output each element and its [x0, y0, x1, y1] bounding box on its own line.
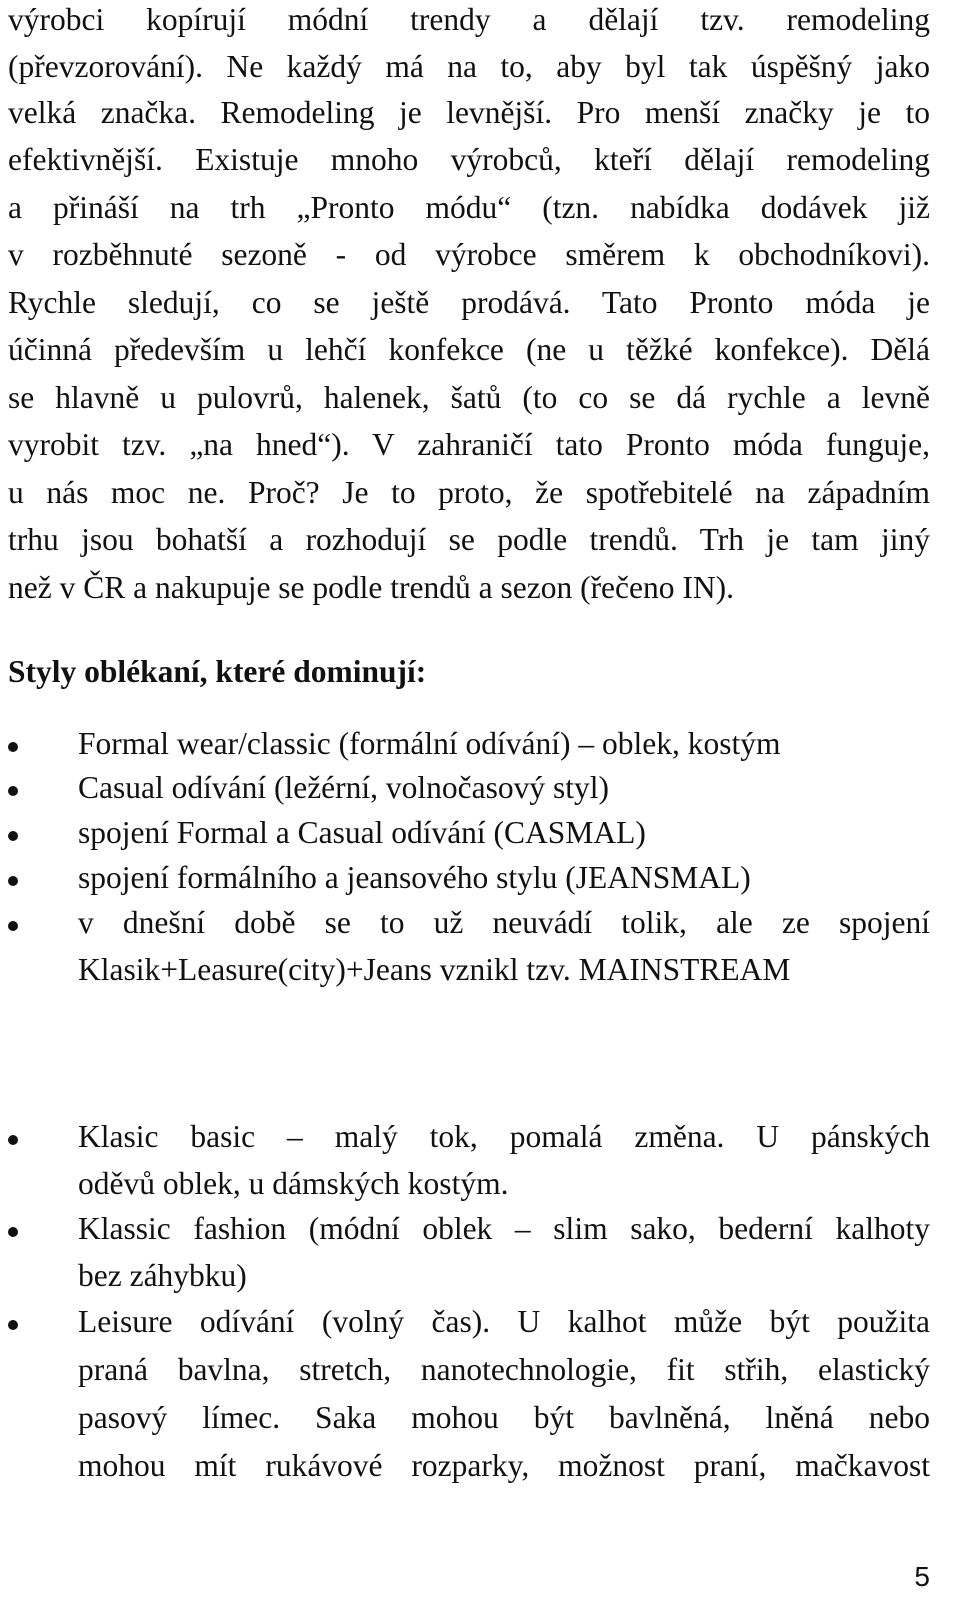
paragraph-line: Rychle sledují, co se ještě prodává. Tato Pronto móda je — [8, 285, 930, 320]
paragraph-line: (převzorování). Ne každý má na to, aby byl tak úspěšný jako — [8, 49, 930, 84]
paragraph-line: v rozběhnuté sezoně - od výrobce směrem k obchodníkovi). — [8, 237, 930, 272]
page-number: 5 — [914, 1561, 930, 1592]
paragraph-line: výrobci kopírují módní trendy a dělají tzv. remodeling — [8, 2, 930, 37]
bullet-icon — [8, 742, 18, 752]
list-item: v dnešní době se to už neuvádí tolik, ale ze spojení — [78, 905, 930, 940]
bullet-icon — [8, 1135, 18, 1145]
paragraph-line: velká značka. Remodeling je levnější. Pro menší značky je to — [8, 95, 930, 130]
paragraph-line: účinná především u lehčí konfekce (ne u těžké konfekce). Dělá — [8, 332, 930, 367]
bullet-icon — [8, 831, 18, 841]
list-item: spojení formálního a jeansového stylu (JEANSMAL) — [78, 860, 751, 895]
list-item-continuation: oděvů oblek, u dámských kostým. — [78, 1166, 509, 1201]
list-item-continuation: bez záhybku) — [78, 1258, 247, 1293]
paragraph-line: a přináší na trh „Pronto módu“ (tzn. nabídka dodávek již — [8, 190, 930, 225]
list-item: Klassic fashion (módní oblek – slim sako, bederní kalhoty — [78, 1211, 930, 1246]
bullet-icon — [8, 1320, 18, 1330]
list-item: Casual odívání (ležérní, volnočasový styl) — [78, 770, 609, 805]
list-item: Leisure odívání (volný čas). U kalhot může být použita — [78, 1304, 930, 1339]
list-item: spojení Formal a Casual odívání (CASMAL) — [78, 815, 646, 850]
list-item-continuation: mohou mít rukávové rozparky, možnost praní, mačkavost — [78, 1448, 930, 1483]
bullet-icon — [8, 1227, 18, 1237]
list-item: Formal wear/classic (formální odívání) – oblek, kostým — [78, 726, 781, 761]
paragraph-line: než v ČR a nakupuje se podle trendů a sezon (řečeno IN). — [8, 570, 734, 605]
list-item-continuation: Klasik+Leasure(city)+Jeans vznikl tzv. MAINSTREAM — [78, 952, 791, 987]
bullet-icon — [8, 876, 18, 886]
list-item-continuation: praná bavlna, stretch, nanotechnologie, fit střih, elastický — [78, 1352, 930, 1387]
section-heading: Styly oblékaní, které dominují: — [8, 654, 427, 689]
list-item: Klasic basic – malý tok, pomalá změna. U pánských — [78, 1119, 930, 1154]
paragraph-line: trhu jsou bohatší a rozhodují se podle trendů. Trh je tam jiný — [8, 522, 930, 557]
paragraph-line: se hlavně u pulovrů, halenek, šatů (to co se dá rychle a levně — [8, 380, 930, 415]
paragraph-line: vyrobit tzv. „na hned“). V zahraničí tato Pronto móda funguje, — [8, 427, 930, 462]
bullet-icon — [8, 786, 18, 796]
bullet-icon — [8, 921, 18, 931]
list-item-continuation: pasový límec. Saka mohou být bavlněná, lněná nebo — [78, 1400, 930, 1435]
paragraph-line: u nás moc ne. Proč? Je to proto, že spotřebitelé na západním — [8, 475, 930, 510]
paragraph-line: efektivnější. Existuje mnoho výrobců, kteří dělají remodeling — [8, 142, 930, 177]
